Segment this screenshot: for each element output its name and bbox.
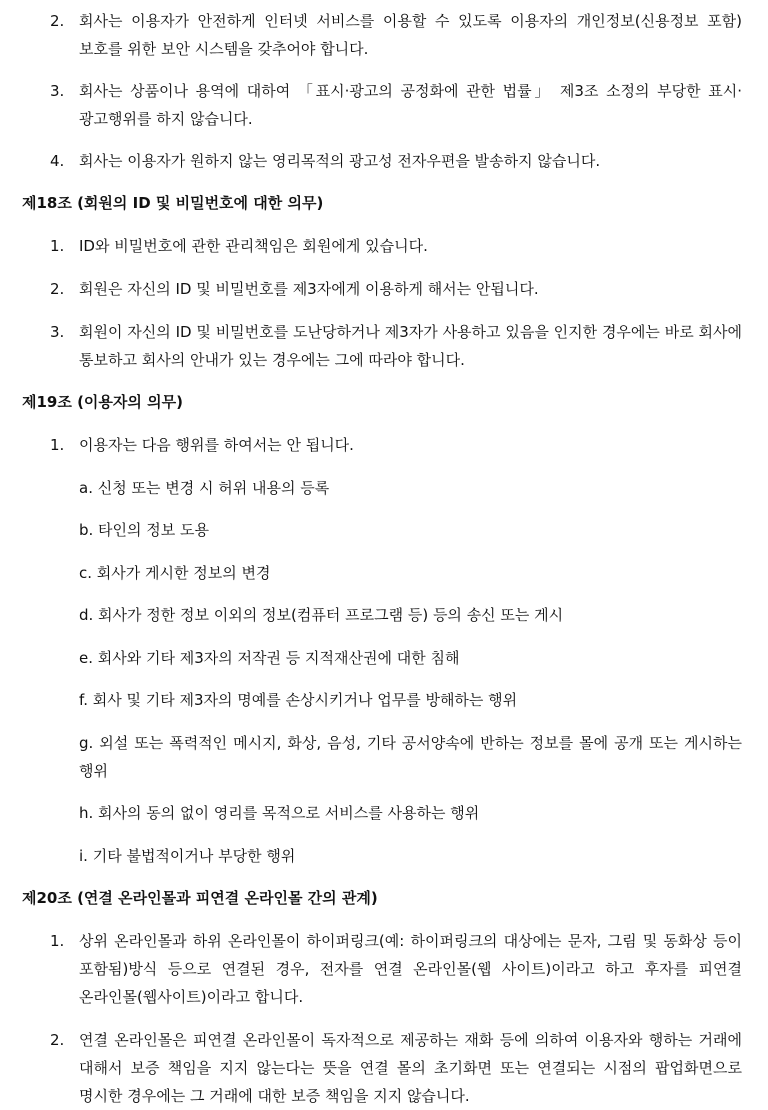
- item-number: 1.: [50, 237, 65, 255]
- sub-item: g. 외설 또는 폭력적인 메시지, 화상, 음성, 기타 공서양속에 반하는 정보를 몰에 공개 또는 게시하는 행위: [79, 734, 742, 780]
- item-text: 회원이 자신의 ID 및 비밀번호를 도난당하거나 제3자가 사용하고 있음을 인지한 경우에는 바로 회사에 통보하고 회사의 안내가 있는 경우에는 그에 따라야 합니다.: [79, 323, 742, 369]
- item-text: 회사는 상품이나 용역에 대하여 「표시·광고의 공정화에 관한 법률」 제3조 소정의 부당한 표시·광고행위를 하지 않습니다.: [79, 82, 742, 128]
- item-number: 2.: [50, 1031, 65, 1049]
- sub-item: e. 회사와 기타 제3자의 저작권 등 지적재산권에 대한 침해: [79, 649, 460, 667]
- list-item: [0, 275, 768, 303]
- sub-item: c. 회사가 게시한 정보의 변경: [79, 564, 271, 582]
- sub-item: a. 신청 또는 변경 시 허위 내용의 등록: [79, 479, 330, 497]
- item-number: 1.: [50, 932, 65, 950]
- item-text: 연결 온라인몰은 피연결 온라인몰이 독자적으로 제공하는 재화 등에 의하여 이용자와 행하는 거래에 대해서 보증 책임을 지지 않는다는 뜻을 연결 몰의 초기화면 또는 연결되는 시점의 팝업화면으로 명시한 경우에는 그 거래에 대한 보증 책임을 지지 않습니다.: [79, 1031, 742, 1105]
- sub-item: d. 회사가 정한 정보 이외의 정보(컴퓨터 프로그램 등) 등의 송신 또는 게시: [79, 606, 564, 624]
- item-text: 회원은 자신의 ID 및 비밀번호를 제3자에게 이용하게 해서는 안됩니다.: [79, 280, 539, 298]
- list-item: [0, 7, 768, 63]
- list-item: [0, 77, 768, 133]
- item-text: ID와 비밀번호에 관한 관리책임은 회원에게 있습니다.: [79, 237, 428, 255]
- list-item: [0, 147, 768, 175]
- item-number: 3.: [50, 82, 65, 100]
- item-number: 4.: [50, 152, 65, 170]
- list-item: [0, 232, 768, 260]
- list-item: [0, 318, 768, 374]
- sub-item: f. 회사 및 기타 제3자의 명예를 손상시키거나 업무를 방해하는 행위: [79, 691, 518, 709]
- article-19-heading: 제19조 (이용자의 의무): [22, 393, 183, 411]
- sub-item: h. 회사의 동의 없이 영리를 목적으로 서비스를 사용하는 행위: [79, 804, 480, 822]
- item-number: 1.: [50, 436, 65, 454]
- sub-item: b. 타인의 정보 도용: [79, 521, 210, 539]
- item-text: 이용자는 다음 행위를 하여서는 안 됩니다.: [79, 436, 354, 454]
- article-20-heading: 제20조 (연결 온라인몰과 피연결 온라인몰 간의 관계): [22, 889, 378, 907]
- item-number: 2.: [50, 12, 65, 30]
- list-item: [0, 1026, 768, 1110]
- sub-item: i. 기타 불법적이거나 부당한 행위: [79, 847, 296, 865]
- article-18-heading: 제18조 (회원의 ID 및 비밀번호에 대한 의무): [22, 194, 324, 212]
- item-number: 2.: [50, 280, 65, 298]
- item-text: 회사는 이용자가 원하지 않는 영리목적의 광고성 전자우편을 발송하지 않습니다.: [79, 152, 601, 170]
- item-text: 상위 온라인몰과 하위 온라인몰이 하이퍼링크(예: 하이퍼링크의 대상에는 문자, 그림 및 동화상 등이 포함됨)방식 등으로 연결된 경우, 전자를 연결 온라인몰(웹 사이트)이라고 하고 후자를 피연결 온라인몰(웹사이트)이라고 합니다.: [79, 932, 742, 1006]
- list-item: [0, 431, 768, 459]
- item-text: 회사는 이용자가 안전하게 인터넷 서비스를 이용할 수 있도록 이용자의 개인정보(신용정보 포함)보호를 위한 보안 시스템을 갖추어야 합니다.: [79, 12, 742, 58]
- item-number: 3.: [50, 323, 65, 341]
- list-item: [0, 927, 768, 1011]
